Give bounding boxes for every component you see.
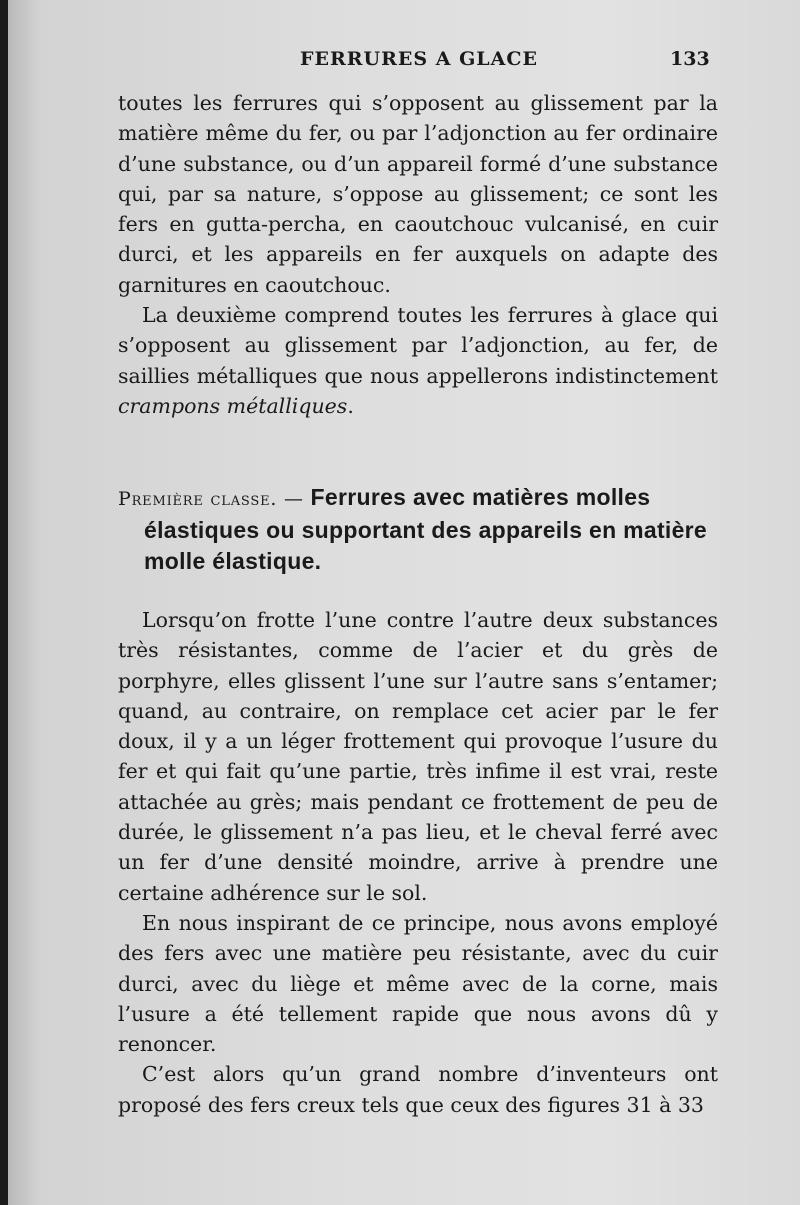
section-title-line1: Ferrures avec matières molles bbox=[310, 484, 651, 510]
running-title: FERRURES A GLACE bbox=[300, 48, 539, 70]
paragraph-friction: Lorsqu’on frotte l’une contre l’autre deux substances très résistantes, comme de l’acier et du grès de porphyre, elles glissent l’une sur l’autre sans s’entamer; quand, au contraire, on remplace cet acier par le fer doux, il y a un léger frottement qui provoque l’usure du fer et qui fait qu’une partie, très infime il est vrai, reste attachée au grès; mais pendant ce frottement de peu de durée, le glissement n’a pas lieu, et le cheval ferré avec un fer d’une densité moindre, arrive à prendre une certaine adhérence sur le sol. bbox=[118, 608, 718, 905]
section-heading bbox=[118, 482, 718, 577]
paragraph-text: La deuxième comprend toutes les ferrures à glace qui s’opposent au glissement par l’adjonction, au fer, de saillies métalliques que nous appellerons indistinctement bbox=[118, 303, 718, 388]
book-page bbox=[8, 0, 800, 1205]
page-header bbox=[8, 48, 800, 76]
page-number: 133 bbox=[670, 48, 710, 70]
paragraph-second-category bbox=[118, 300, 718, 421]
emphasis-crampons: crampons métalliques bbox=[118, 393, 348, 418]
section-lead: Première classe. — bbox=[118, 488, 304, 510]
paragraph-inventors: C’est alors qu’un grand nombre d’inventeurs ont proposé des fers creux tels que ceux des figures 31 à 33 bbox=[118, 1062, 718, 1117]
section-title-rest: élastiques ou supportant des appareils en matière molle élastique. bbox=[144, 517, 708, 574]
paragraph-end: . bbox=[347, 393, 354, 418]
paragraph-experiments: En nous inspirant de ce principe, nous avons employé des fers avec une matière peu résistante, avec du cuir durci, avec du liège et même avec de la corne, mais l’usure a été tellement rapide que nous avons dû y renoncer. bbox=[118, 910, 718, 1057]
paragraph-continuation: toutes les ferrures qui s’opposent au glissement par la matière même du fer, ou par l’adjonction au fer ordinaire d’une substance, ou d’un appareil formé d’une substance qui, par sa nature, s’oppose au glissement; ce sont les fers en gutta-percha, en caoutchouc vulcanisé, en cuir durci, et les appareils en fer auxquels on adapte des garnitures en caoutchouc. bbox=[118, 91, 718, 297]
intro-text bbox=[118, 88, 718, 421]
body-text bbox=[118, 605, 718, 1120]
